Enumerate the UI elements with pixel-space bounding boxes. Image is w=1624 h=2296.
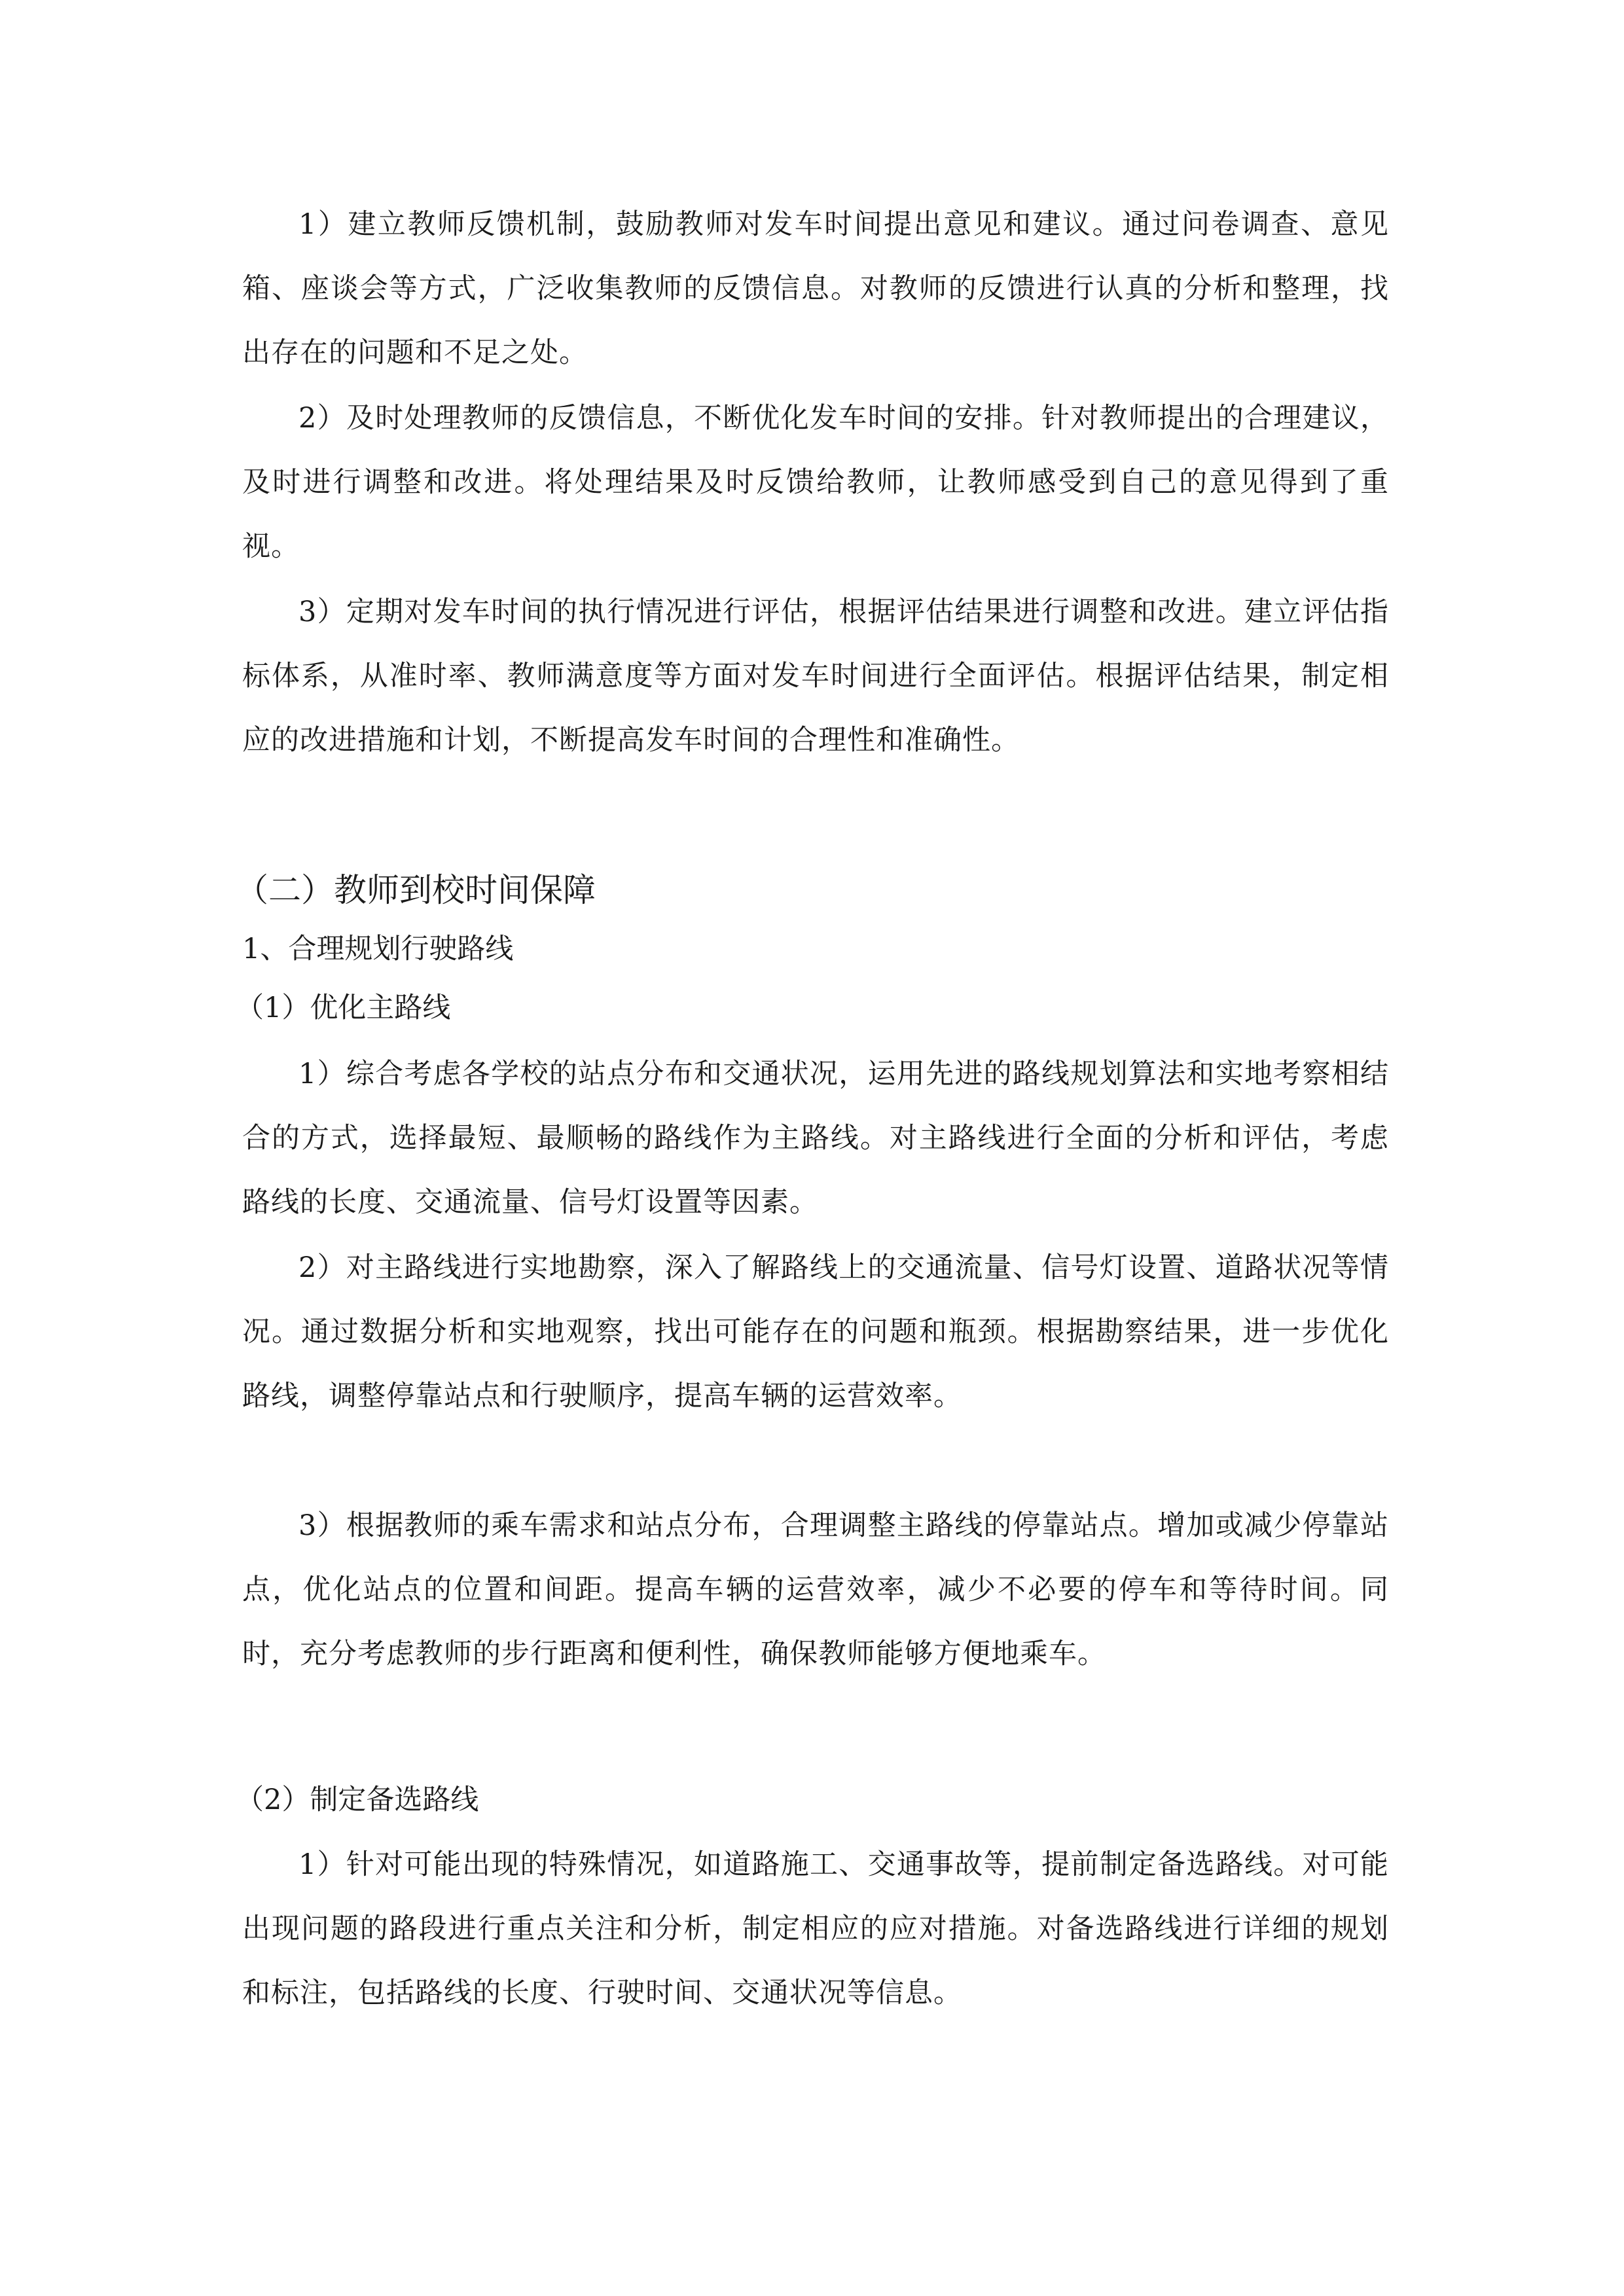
item-heading-optimize-main-route: （1）优化主路线: [236, 992, 451, 1024]
item-heading-backup-route: （2）制定备选路线: [236, 1784, 479, 1816]
paragraph-feedback-mechanism: 1）建立教师反馈机制，鼓励教师对发车时间提出意见和建议。通过问卷调查、意见箱、座谈会等方式，广泛收集教师的反馈信息。对教师的反馈进行认真的分析和整理，找出存在的问题和不足之处。: [242, 208, 1389, 369]
paragraph-backup-route-planning: 1）针对可能出现的特殊情况，如道路施工、交通事故等，提前制定备选路线。对可能出现问题的路段进行重点关注和分析，制定相应的应对措施。对备选路线进行详细的规划和标注，包括路线的长度、行驶时间、交通状况等信息。: [242, 1848, 1389, 2009]
section-heading-arrival-time: （二）教师到校时间保障: [236, 871, 596, 909]
paragraph-main-route-selection: 1）综合考虑各学校的站点分布和交通状况，运用先进的路线规划算法和实地考察相结合的方式，选择最短、最顺畅的路线作为主路线。对主路线进行全面的分析和评估，考虑路线的长度、交通流量、信号灯设置等因素。: [242, 1058, 1389, 1219]
paragraph-feedback-handling: 2）及时处理教师的反馈信息，不断优化发车时间的安排。针对教师提出的合理建议，及时进行调整和改进。将处理结果及时反馈给教师，让教师感受到自己的意见得到了重视。: [242, 402, 1389, 563]
paragraph-periodic-evaluation: 3）定期对发车时间的执行情况进行评估，根据评估结果进行调整和改进。建立评估指标体系，从准时率、教师满意度等方面对发车时间进行全面评估。根据评估结果，制定相应的改进措施和计划，不断提高发车时间的合理性和准确性。: [242, 596, 1389, 757]
subsection-heading-route-planning: 1、合理规划行驶路线: [242, 933, 514, 965]
paragraph-main-route-stops: 3）根据教师的乘车需求和站点分布，合理调整主路线的停靠站点。增加或减少停靠站点，优化站点的位置和间距。提高车辆的运营效率，减少不必要的停车和等待时间。同时，充分考虑教师的步行距离和便利性，确保教师能够方便地乘车。: [242, 1509, 1389, 1670]
paragraph-main-route-survey: 2）对主路线进行实地勘察，深入了解路线上的交通流量、信号灯设置、道路状况等情况。通过数据分析和实地观察，找出可能存在的问题和瓶颈。根据勘察结果，进一步优化路线，调整停靠站点和行驶顺序，提高车辆的运营效率。: [242, 1251, 1389, 1412]
